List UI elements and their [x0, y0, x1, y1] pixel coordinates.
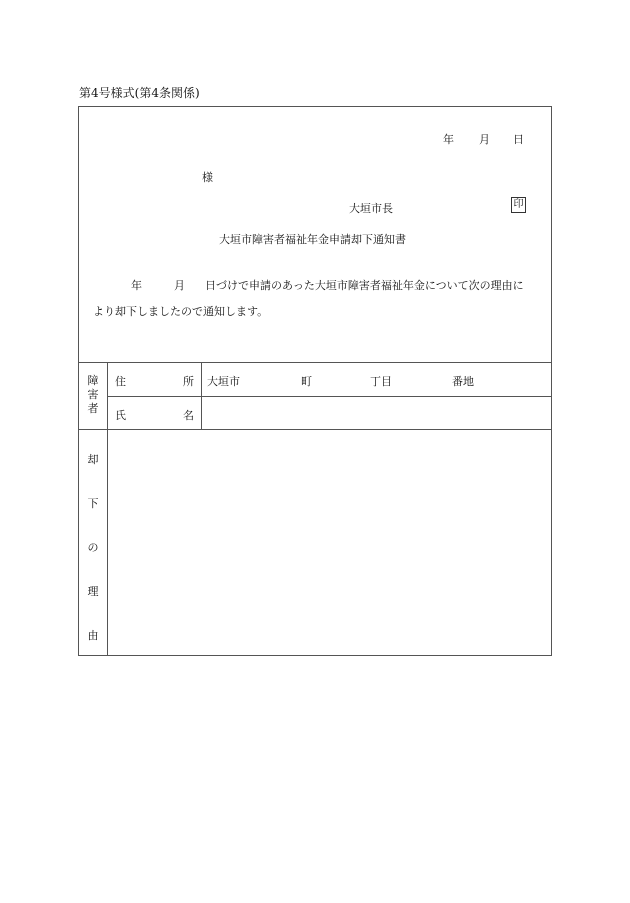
person-section-top-border: [79, 362, 551, 363]
notice-title: 大垣市障害者福祉年金申請却下通知書: [219, 233, 406, 246]
seal-mark: 印: [511, 197, 526, 213]
date-month: 月: [479, 133, 490, 146]
reason-label-char-2: 下: [87, 497, 99, 510]
body-month: 月: [174, 279, 185, 292]
value-column-divider: [201, 362, 202, 429]
addressee-suffix: 様: [202, 171, 213, 184]
address-label-right: 所: [183, 375, 194, 388]
reason-label-char-4: 理: [87, 585, 99, 598]
person-label-char-2: 害: [87, 388, 99, 401]
body-line1-rest: 日づけで申請のあった大垣市障害者福祉年金について次の理由に: [205, 279, 524, 292]
name-label-left: 氏: [115, 409, 126, 422]
label-column-divider: [107, 362, 108, 655]
person-label-char-1: 障: [87, 374, 99, 387]
address-chome-unit: 丁目: [370, 375, 392, 388]
address-banchi-unit: 番地: [452, 375, 474, 388]
notice-body-line1: [93, 273, 545, 299]
person-label-char-3: 者: [87, 402, 99, 415]
reason-section-label: [79, 453, 107, 673]
body-year: 年: [131, 279, 142, 292]
reason-label-char-1: 却: [87, 453, 99, 466]
reason-section-top-border: [79, 429, 551, 430]
person-row-divider: [107, 396, 551, 397]
address-city: 大垣市: [207, 375, 240, 388]
date-day: 日: [513, 133, 524, 146]
reason-label-char-3: の: [87, 541, 99, 554]
notice-form: [78, 106, 552, 656]
date-year: 年: [443, 133, 454, 146]
form-number-title: 第4号様式(第4条関係): [79, 86, 200, 100]
person-section-label: [79, 374, 107, 416]
issuer-name: 大垣市長: [349, 202, 393, 215]
notice-body: [93, 273, 545, 325]
name-label-right: 名: [183, 409, 194, 422]
address-label-left: 住: [115, 375, 126, 388]
address-town-unit: 町: [301, 375, 312, 388]
reason-label-char-5: 由: [87, 629, 99, 642]
notice-body-line2: より却下しましたので通知します。: [93, 305, 269, 318]
reason-text-area[interactable]: [109, 431, 551, 655]
